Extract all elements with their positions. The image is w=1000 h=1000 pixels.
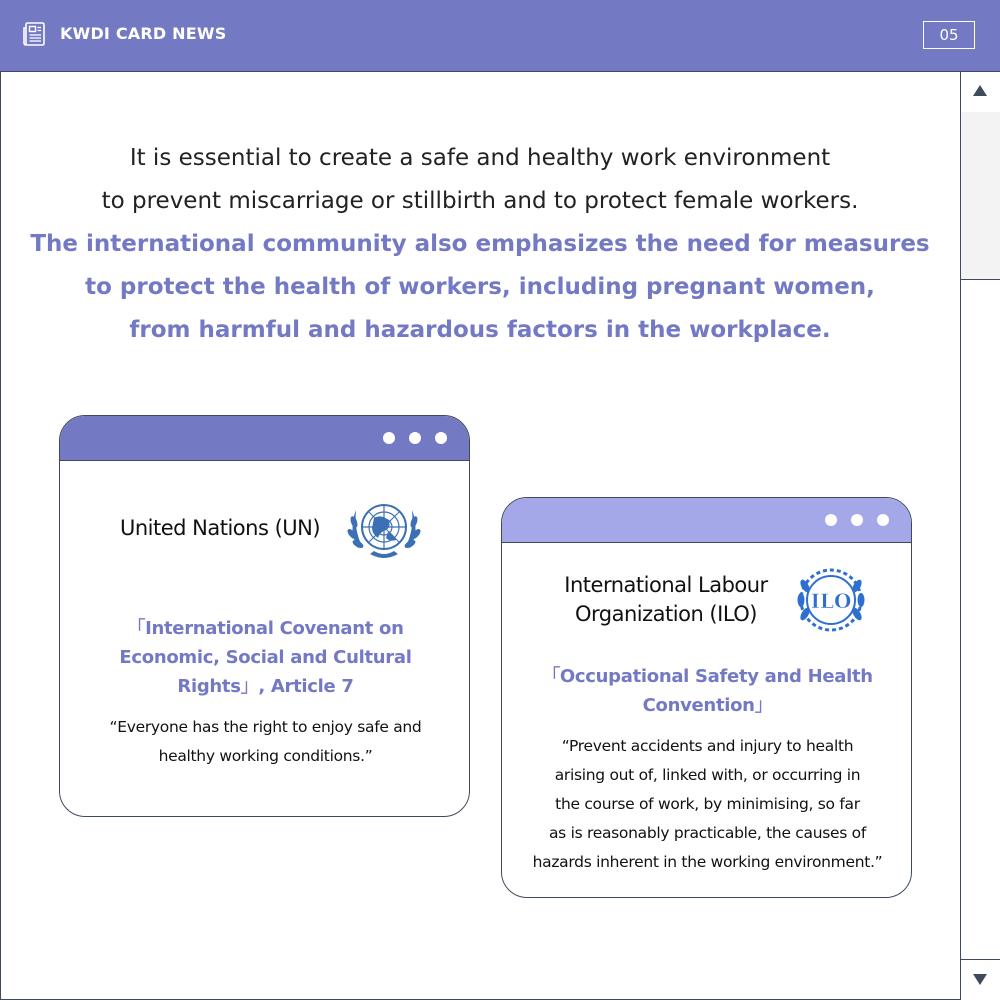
org-name: United Nations (UN) (119, 516, 321, 540)
quote-line: “Prevent accidents and injury to health (561, 737, 854, 755)
ilo-logo-text: ILO (810, 589, 852, 613)
intro-text (0, 137, 960, 352)
scroll-down-button[interactable] (961, 959, 1000, 1000)
intro-accent-line: to protect the health of workers, including pregnant women, (85, 274, 875, 300)
ilo-emblem-icon (789, 566, 873, 636)
intro-accent-line: from harmful and hazardous factors in the workplace. (129, 317, 831, 343)
org-name (546, 571, 786, 629)
newspaper-icon (22, 21, 48, 47)
dot-icon (409, 432, 421, 444)
intro-line: to prevent miscarriage or stillbirth and to protect female workers. (101, 188, 859, 214)
doc-title-line: Economic, Social and Cultural (119, 647, 412, 668)
scroll-up-button[interactable] (961, 72, 1000, 113)
ilo-card (501, 497, 912, 898)
quote-line: “Everyone has the right to enjoy safe and (109, 718, 422, 736)
ilo-quote (502, 732, 912, 877)
quote-line: the course of work, by minimising, so far (555, 795, 860, 813)
org-name-line: International Labour (564, 573, 768, 597)
doc-title-line: Convention」 (642, 695, 773, 716)
page-number: 05 (923, 21, 975, 49)
dot-icon (383, 432, 395, 444)
intro-line: It is essential to create a safe and healthy work environment (129, 145, 831, 171)
scroll-thumb[interactable] (961, 112, 1000, 280)
window-dots (825, 514, 889, 526)
card-titlebar (60, 416, 469, 461)
dot-icon (877, 514, 889, 526)
doc-title-line: Rights」, Article 7 (177, 676, 354, 697)
title-bar (0, 0, 1000, 72)
vertical-scrollbar[interactable] (960, 72, 1000, 1000)
doc-title-line: 「Occupational Safety and Health (542, 666, 873, 687)
quote-line: arising out of, linked with, or occurring in (554, 766, 861, 784)
dot-icon (825, 514, 837, 526)
un-quote (60, 713, 470, 771)
window-dots (383, 432, 447, 444)
quote-line: as is reasonably practicable, the causes of (548, 824, 867, 842)
quote-line: healthy working conditions.” (158, 747, 373, 765)
dot-icon (851, 514, 863, 526)
doc-title-line: 「International Covenant on (127, 618, 404, 639)
card-titlebar (502, 498, 911, 543)
convention-title (502, 662, 912, 720)
covenant-title (60, 614, 470, 701)
app-title: KWDI CARD NEWS (60, 24, 227, 43)
org-name-line: Organization (ILO) (575, 602, 757, 626)
dot-icon (435, 432, 447, 444)
quote-line: hazards inherent in the working environment.” (532, 853, 883, 871)
un-card (59, 415, 470, 817)
intro-accent-line: The international community also emphasizes the need for measures (30, 231, 930, 257)
un-emblem-icon (344, 494, 424, 564)
